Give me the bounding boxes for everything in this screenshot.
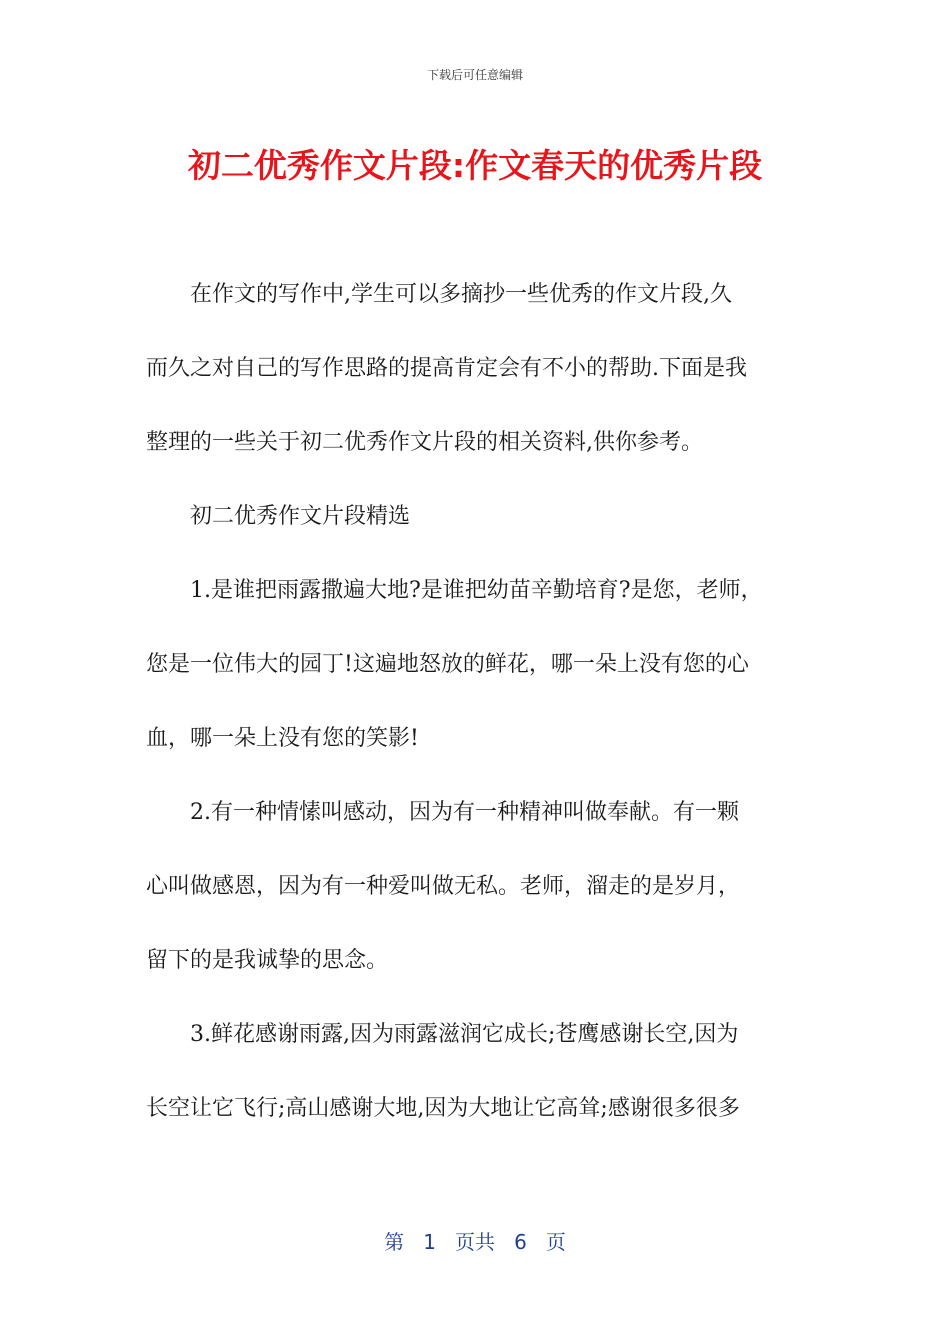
body-line: 留下的是我诚挚的思念。	[146, 948, 389, 973]
footer-suffix: 页	[545, 1230, 566, 1254]
body-line: 您是一位伟大的园丁!这遍地怒放的鲜花，哪一朵上没有您的心	[146, 652, 749, 677]
body-line: 长空让它飞行;高山感谢大地,因为大地让它高耸;感谢很多很多	[146, 1096, 740, 1121]
footer-prefix: 第	[384, 1230, 405, 1254]
body-line: 心叫做感恩，因为有一种爱叫做无私。老师，溜走的是岁月，	[146, 874, 741, 899]
page-footer	[0, 1226, 950, 1255]
body-line: 2.有一种情愫叫感动，因为有一种精神叫做奉献。有一颗	[190, 800, 739, 825]
footer-middle: 页共	[455, 1230, 495, 1254]
footer-current-page: 1	[423, 1230, 436, 1254]
document-title: 初二优秀作文片段:作文春天的优秀片段	[187, 146, 763, 185]
header-note: 下载后可任意编辑	[426, 68, 523, 82]
body-line: 3.鲜花感谢雨露,因为雨露滋润它成长;苍鹰感谢长空,因为	[190, 1022, 739, 1047]
body-line: 而久之对自己的写作思路的提高肯定会有不小的帮助.下面是我	[146, 356, 747, 381]
body-line: 血，哪一朵上没有您的笑影!	[146, 726, 419, 751]
footer-total-pages: 6	[514, 1230, 527, 1254]
body-line: 在作文的写作中,学生可以多摘抄一些优秀的作文片段,久	[190, 282, 732, 307]
body-line: 整理的一些关于初二优秀作文片段的相关资料,供你参考。	[146, 430, 703, 455]
document-body	[146, 258, 806, 1146]
body-line: 1.是谁把雨露撒遍大地?是谁把幼苗辛勤培育?是您，老师，	[190, 578, 763, 603]
section-heading: 初二优秀作文片段精选	[190, 504, 411, 529]
